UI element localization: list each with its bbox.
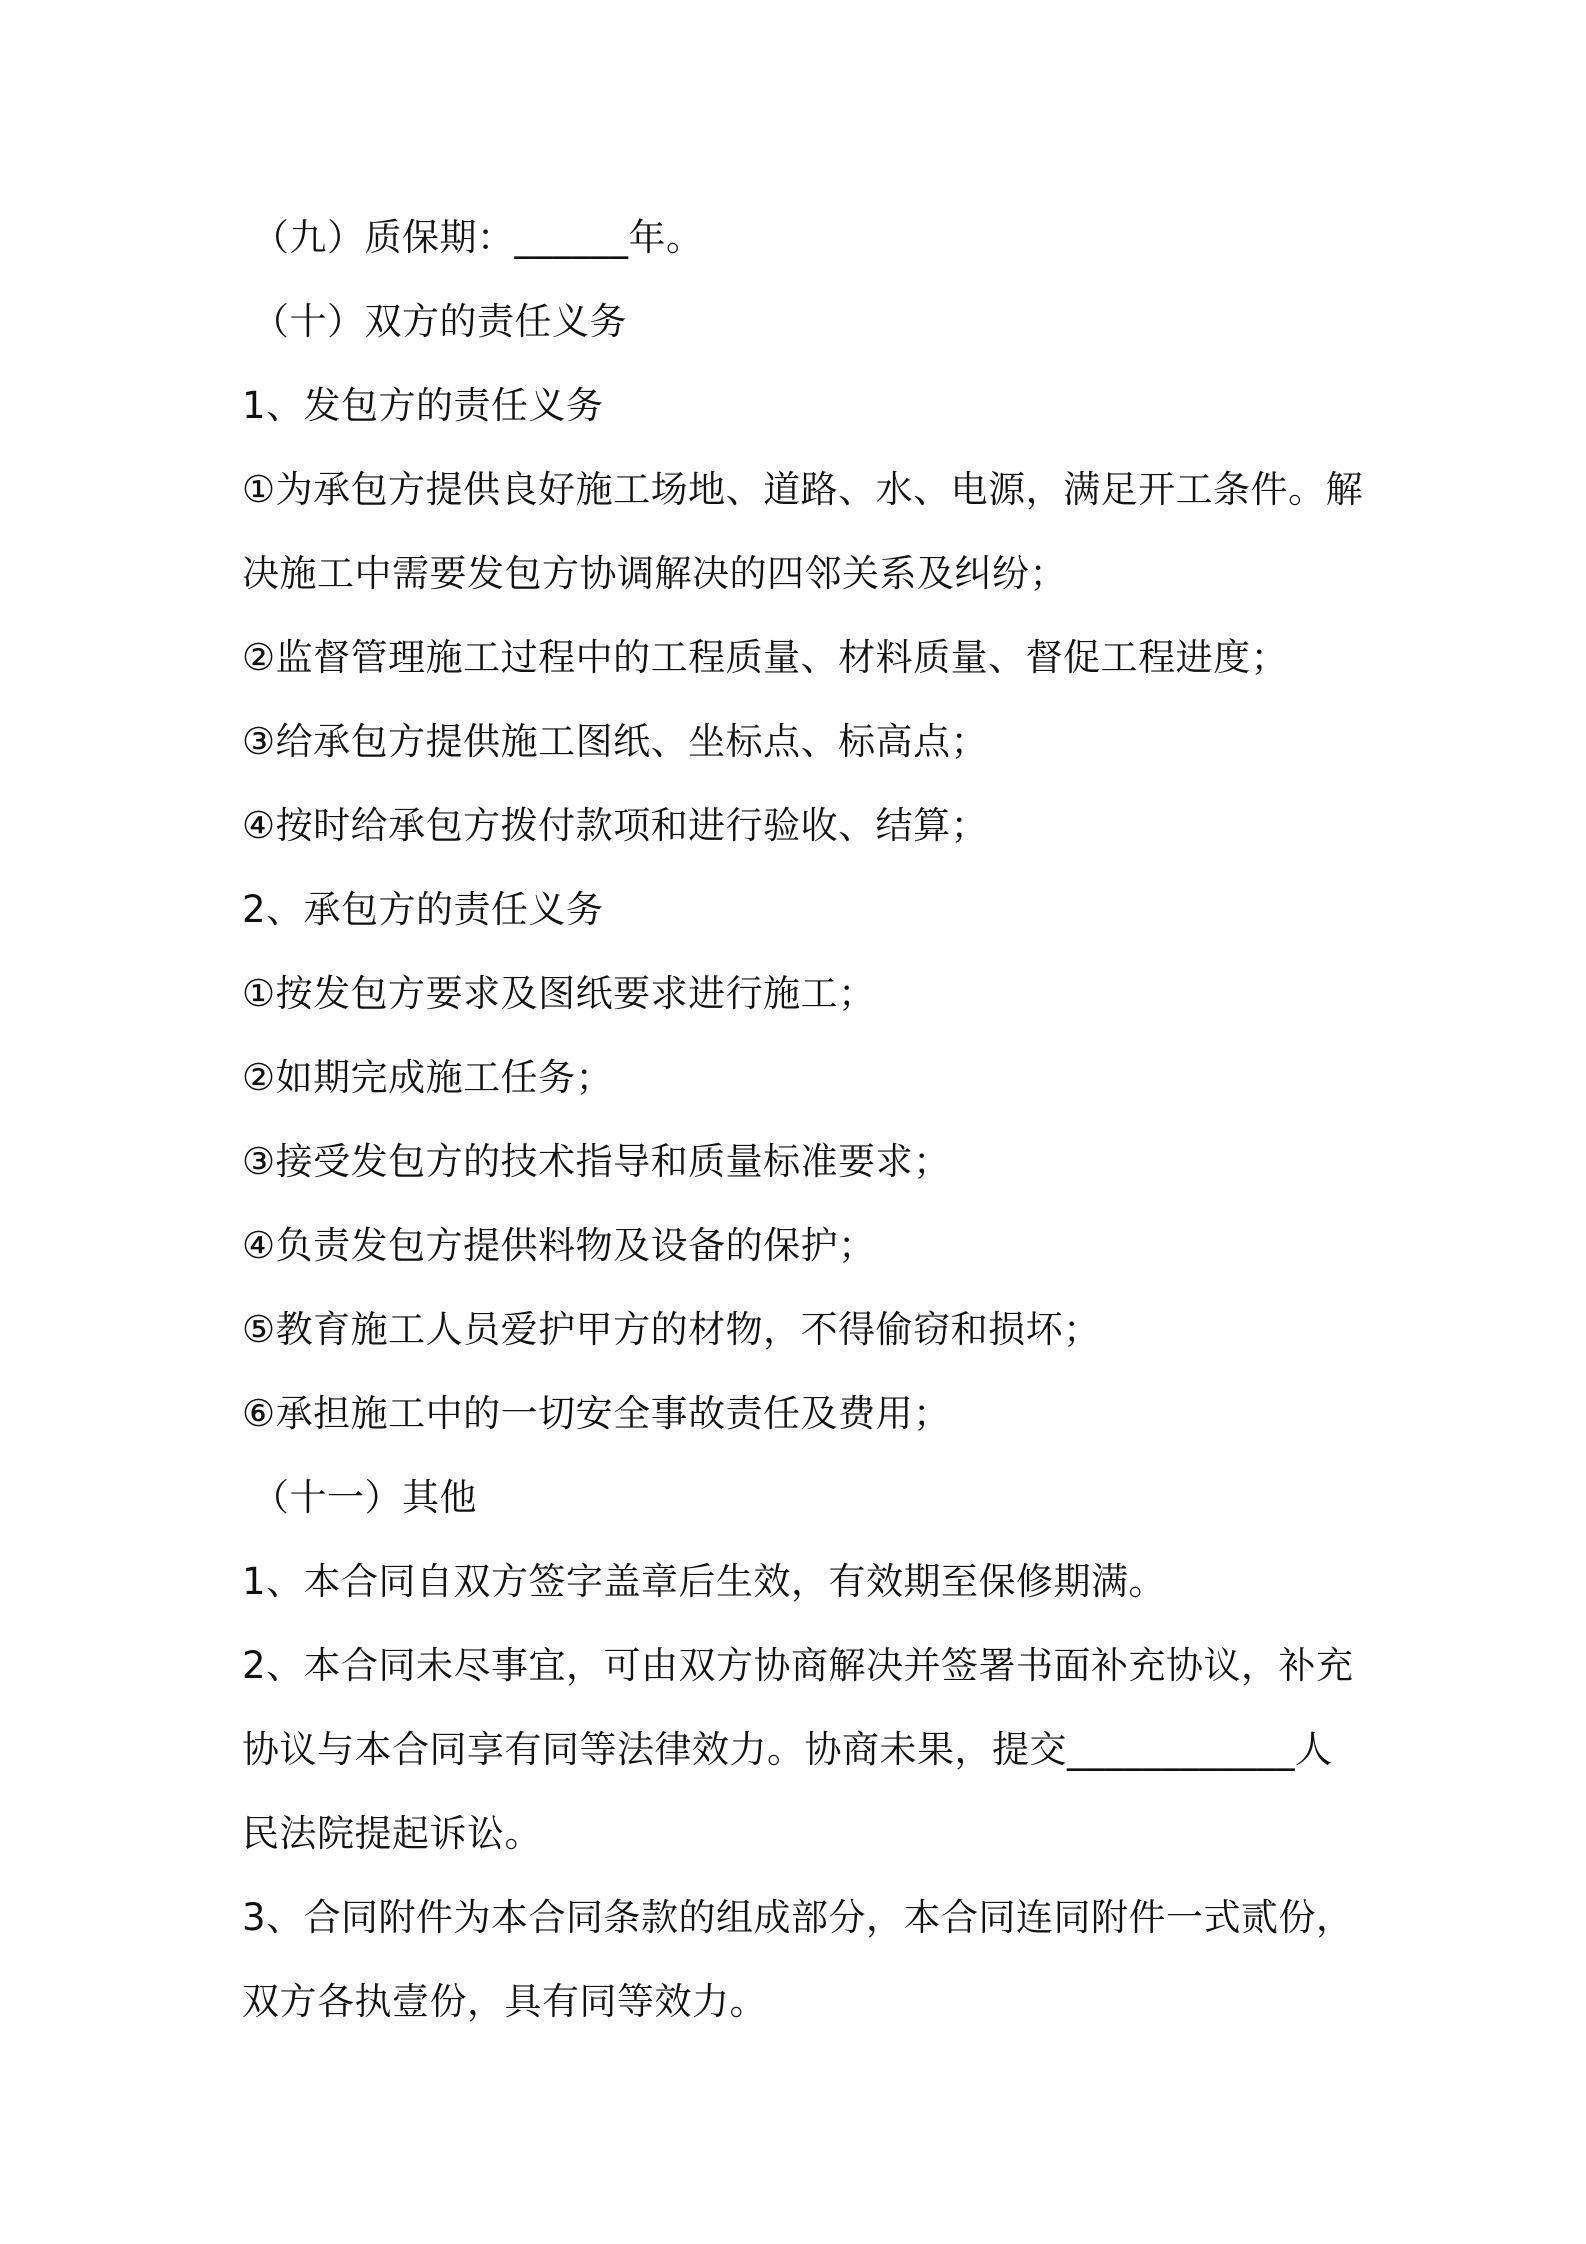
paragraph-line: 1、本合同自双方签字盖章后生效，有效期至保修期满。 [242,1560,1167,1603]
paragraph-line: 2、本合同未尽事宜，可由双方协商解决并签署书面补充协议，补充 [242,1644,1354,1687]
paragraph-line: ⑤教育施工人员爱护甲方的材物，不得偷窃和损坏； [242,1308,1101,1351]
subsection-heading-contractor: 2、承包方的责任义务 [242,888,604,931]
paragraph-line: 民法院提起诉讼。 [242,1812,542,1855]
paragraph-line: ③给承包方提供施工图纸、坐标点、标高点； [242,720,989,763]
paragraph-line: 双方各执壹份，具有同等效力。 [242,1980,767,2023]
paragraph-line: ③接受发包方的技术指导和质量标准要求； [242,1140,951,1183]
paragraph-line: ②如期完成施工任务； [242,1056,614,1099]
document-body [242,196,1362,2044]
section-heading-warranty: （九）质保期：______年。 [252,216,704,259]
paragraph-line: ④按时给承包方拨付款项和进行验收、结算； [242,804,989,847]
paragraph-line: ④负责发包方提供料物及设备的保护； [242,1224,876,1267]
section-heading-responsibilities: （十）双方的责任义务 [252,300,627,343]
paragraph-line: ①为承包方提供良好施工场地、道路、水、电源，满足开工条件。解 [242,468,1364,511]
paragraph-line: ①按发包方要求及图纸要求进行施工； [242,972,876,1015]
paragraph-line: ⑥承担施工中的一切安全事故责任及费用； [242,1392,951,1435]
subsection-heading-employer: 1、发包方的责任义务 [242,384,604,427]
paragraph-line: ②监督管理施工过程中的工程质量、材料质量、督促工程进度； [242,636,1289,679]
paragraph-line: 3、合同附件为本合同条款的组成部分，本合同连同附件一式贰份， [242,1896,1354,1939]
paragraph-line: 决施工中需要发包方协调解决的四邻关系及纠纷； [242,552,1067,595]
paragraph-line: 协议与本合同享有同等法律效力。协商未果，提交____________人 [242,1728,1333,1771]
section-heading-other: （十一）其他 [252,1476,477,1519]
